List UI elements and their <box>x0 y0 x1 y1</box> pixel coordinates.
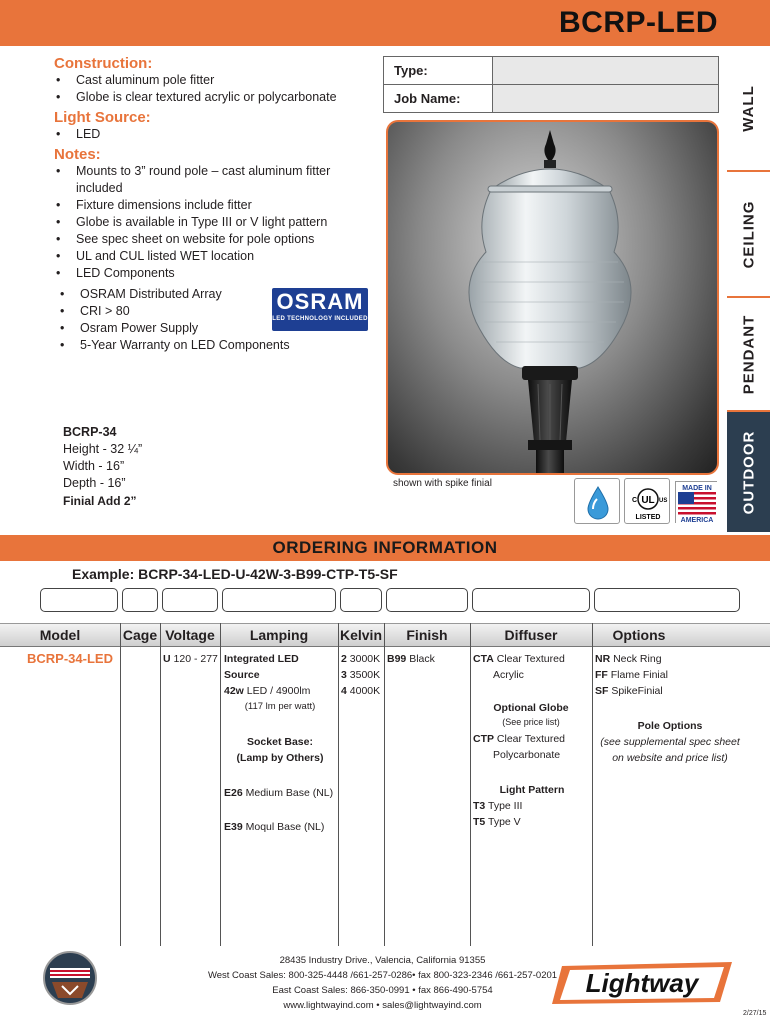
voltage-desc: 120 - 277 <box>173 653 218 665</box>
osram-name: OSRAM <box>276 289 364 314</box>
list-item: • LED Components <box>54 265 354 282</box>
tab-label: CEILING <box>740 200 757 268</box>
made-in-text: MADE IN <box>682 485 712 492</box>
order-field-kelvin[interactable] <box>340 588 382 612</box>
dimension-depth: Depth - 16” <box>63 476 126 490</box>
ctp-code: CTP <box>473 733 494 745</box>
lightway-logo <box>548 960 738 1006</box>
socket-sub: (Lamp by Others) <box>236 752 324 764</box>
revision-date: 2/27/15 <box>743 1010 767 1017</box>
job-name-label: Job Name: <box>384 85 493 113</box>
construction-list <box>54 72 337 106</box>
notes-heading: Notes: <box>54 146 101 163</box>
tab-pendant[interactable] <box>727 298 770 410</box>
kelvin-code: 4 <box>341 685 347 697</box>
order-field-options[interactable] <box>594 588 740 612</box>
brand-name: Lightway <box>585 968 699 998</box>
footer-contact <box>150 953 615 1013</box>
type-label: Type: <box>384 57 493 85</box>
lamping-desc: LED / 4900lm <box>246 685 311 697</box>
category-tabs <box>727 46 770 532</box>
order-field-model[interactable] <box>40 588 118 612</box>
tab-wall[interactable] <box>727 46 770 170</box>
optional-globe-sub: (See price list) <box>502 717 560 727</box>
ul-listed-icon <box>624 478 670 524</box>
column-divider <box>220 623 221 946</box>
model-value: BCRP-34-LED <box>27 651 113 666</box>
column-divider <box>384 623 385 946</box>
column-header-finish: Finish <box>406 627 448 643</box>
osram-tagline: LED TECHNOLOGY INCLUDED <box>272 316 368 322</box>
column-header-options: Options <box>612 627 666 643</box>
kelvin-desc: 3500K <box>349 669 381 681</box>
tab-label: PENDANT <box>740 314 758 394</box>
socket-base <box>224 734 336 766</box>
order-field-finish[interactable] <box>386 588 468 612</box>
e39-code: E39 <box>224 821 243 833</box>
dimension-width: Width - 16” <box>63 459 125 473</box>
pole-note-2: on website and price list) <box>612 752 728 764</box>
finial-add: Finial Add 2” <box>63 494 137 508</box>
notes-list <box>54 163 354 282</box>
column-divider <box>160 623 161 946</box>
tab-label: WALL <box>740 84 757 132</box>
column-divider <box>120 623 121 946</box>
optional-globe <box>472 700 590 728</box>
e26-option <box>224 785 333 801</box>
nr-code: NR <box>595 653 611 665</box>
pole-options <box>595 718 745 766</box>
ctp-desc: Clear Textured <box>496 733 566 745</box>
dimension-height: Height - 32 ¼” <box>63 442 143 456</box>
column-header-lamping: Lamping <box>249 627 309 643</box>
tab-ceiling[interactable] <box>727 172 770 296</box>
order-field-diffuser[interactable] <box>472 588 590 612</box>
column-header-kelvin: Kelvin <box>339 627 382 643</box>
cta-desc: Clear Textured <box>496 653 565 665</box>
pole-note-1: (see supplemental spec sheet <box>600 736 740 748</box>
usa-badge-icon <box>42 950 98 1006</box>
column-divider <box>592 623 593 946</box>
footer-web[interactable]: www.lightwayind.com • sales@lightwayind.com <box>283 1000 482 1011</box>
light-pattern <box>473 782 591 830</box>
footer-address: 28435 Industry Drive., Valencia, California 91355 <box>279 955 486 966</box>
socket-title: Socket Base: <box>247 736 313 748</box>
dimension-model: BCRP-34 <box>63 425 117 439</box>
list-item: • Fixture dimensions include fitter <box>54 197 354 214</box>
t5-code: T5 <box>473 816 486 828</box>
cul-mark: C <box>632 497 638 504</box>
list-item: • OSRAM Distributed Array <box>54 286 290 303</box>
list-item: • Mounts to 3” round pole – cast aluminum fitter included <box>54 163 354 197</box>
ff-desc: Flame Finial <box>610 669 668 681</box>
made-in-america-icon <box>675 481 717 523</box>
kelvin-desc: 4000K <box>349 685 381 697</box>
footer-east-coast: East Coast Sales: 866-350-0991 • fax 866-490-5754 <box>272 985 493 996</box>
diffuser-ctp <box>473 731 591 763</box>
list-item: • 5-Year Warranty on LED Components <box>54 337 290 354</box>
tab-outdoor[interactable] <box>727 412 770 532</box>
finish-code: B99 <box>387 653 407 665</box>
cta-desc-2: Acrylic <box>493 669 524 681</box>
us-mark: US <box>659 498 668 504</box>
dimensions-block <box>63 424 142 492</box>
column-divider <box>470 623 471 946</box>
lamping-code: 42w <box>224 685 244 697</box>
lamping-options <box>224 651 336 715</box>
light-pattern-title: Light Pattern <box>499 784 565 796</box>
light-source-list <box>54 126 100 143</box>
e26-desc: Medium Base (NL) <box>245 787 334 799</box>
diffuser-cta <box>473 651 591 683</box>
t3-desc: Type III <box>488 800 523 812</box>
list-item: • Cast aluminum pole fitter <box>54 72 337 89</box>
order-field-lamping[interactable] <box>222 588 336 612</box>
list-item: • Osram Power Supply <box>54 320 290 337</box>
e39-desc: Moqul Base (NL) <box>245 821 325 833</box>
optional-globe-title: Optional Globe <box>493 702 569 714</box>
column-header-cage: Cage <box>122 627 158 643</box>
job-name-field[interactable] <box>493 85 719 113</box>
sf-code: SF <box>595 685 609 697</box>
light-source-heading: Light Source: <box>54 109 151 126</box>
finish-desc: Black <box>409 653 435 665</box>
e39-option <box>224 819 324 835</box>
lamping-integrated: Integrated LED Source <box>224 653 299 681</box>
america-text: AMERICA <box>680 517 714 524</box>
footer-west-coast: West Coast Sales: 800-325-4448 /661-257-0286• fax 800-323-2346 /661-257-0201 <box>207 970 558 981</box>
ff-code: FF <box>595 669 608 681</box>
column-header-diffuser: Diffuser <box>504 627 558 643</box>
kelvin-code: 3 <box>341 669 347 681</box>
voltage-option <box>163 651 218 667</box>
ul-mark: UL <box>641 495 655 506</box>
wet-location-icon <box>574 478 620 524</box>
kelvin-desc: 3000K <box>349 653 381 665</box>
t3-code: T3 <box>473 800 486 812</box>
cta-code: CTA <box>473 653 494 665</box>
list-item: • UL and CUL listed WET location <box>54 248 354 265</box>
list-item: • CRI > 80 <box>54 303 290 320</box>
photo-caption: shown with spike finial <box>393 478 492 489</box>
order-field-voltage[interactable] <box>162 588 218 612</box>
listed-mark: LISTED <box>635 514 661 521</box>
led-components-list <box>54 286 290 354</box>
column-divider <box>338 623 339 946</box>
product-photo <box>386 120 719 475</box>
finish-option <box>387 651 435 667</box>
osram-logo <box>272 288 368 331</box>
list-item: • See spec sheet on website for pole options <box>54 231 354 248</box>
ordering-example: Example: BCRP-34-LED-U-42W-3-B99-CTP-T5-SF <box>72 566 398 582</box>
sf-desc: SpikeFinial <box>611 685 663 697</box>
e26-code: E26 <box>224 787 243 799</box>
job-info-table <box>383 56 719 113</box>
tab-label: OUTDOOR <box>740 430 758 514</box>
voltage-code: U <box>163 653 171 665</box>
options-list <box>595 651 668 699</box>
column-header-voltage: Voltage <box>165 627 215 643</box>
list-item: • LED <box>54 126 100 143</box>
column-header-model: Model <box>39 627 81 643</box>
list-item: • Globe is available in Type III or V light pattern <box>54 214 354 231</box>
kelvin-code: 2 <box>341 653 347 665</box>
construction-heading: Construction: <box>54 55 153 72</box>
lamp-illustration <box>388 122 719 475</box>
kelvin-options <box>341 651 380 699</box>
list-item: • Globe is clear textured acrylic or polycarbonate <box>54 89 337 106</box>
order-field-cage[interactable] <box>122 588 158 612</box>
lamping-efficacy: (117 lm per watt) <box>244 701 316 712</box>
ctp-desc-2: Polycarbonate <box>493 749 561 761</box>
type-field[interactable] <box>493 57 719 85</box>
t5-desc: Type V <box>488 816 521 828</box>
pole-options-title: Pole Options <box>637 720 703 732</box>
product-title: BCRP-LED <box>559 6 718 39</box>
nr-desc: Neck Ring <box>613 653 662 665</box>
ordering-heading: ORDERING INFORMATION <box>0 535 770 561</box>
